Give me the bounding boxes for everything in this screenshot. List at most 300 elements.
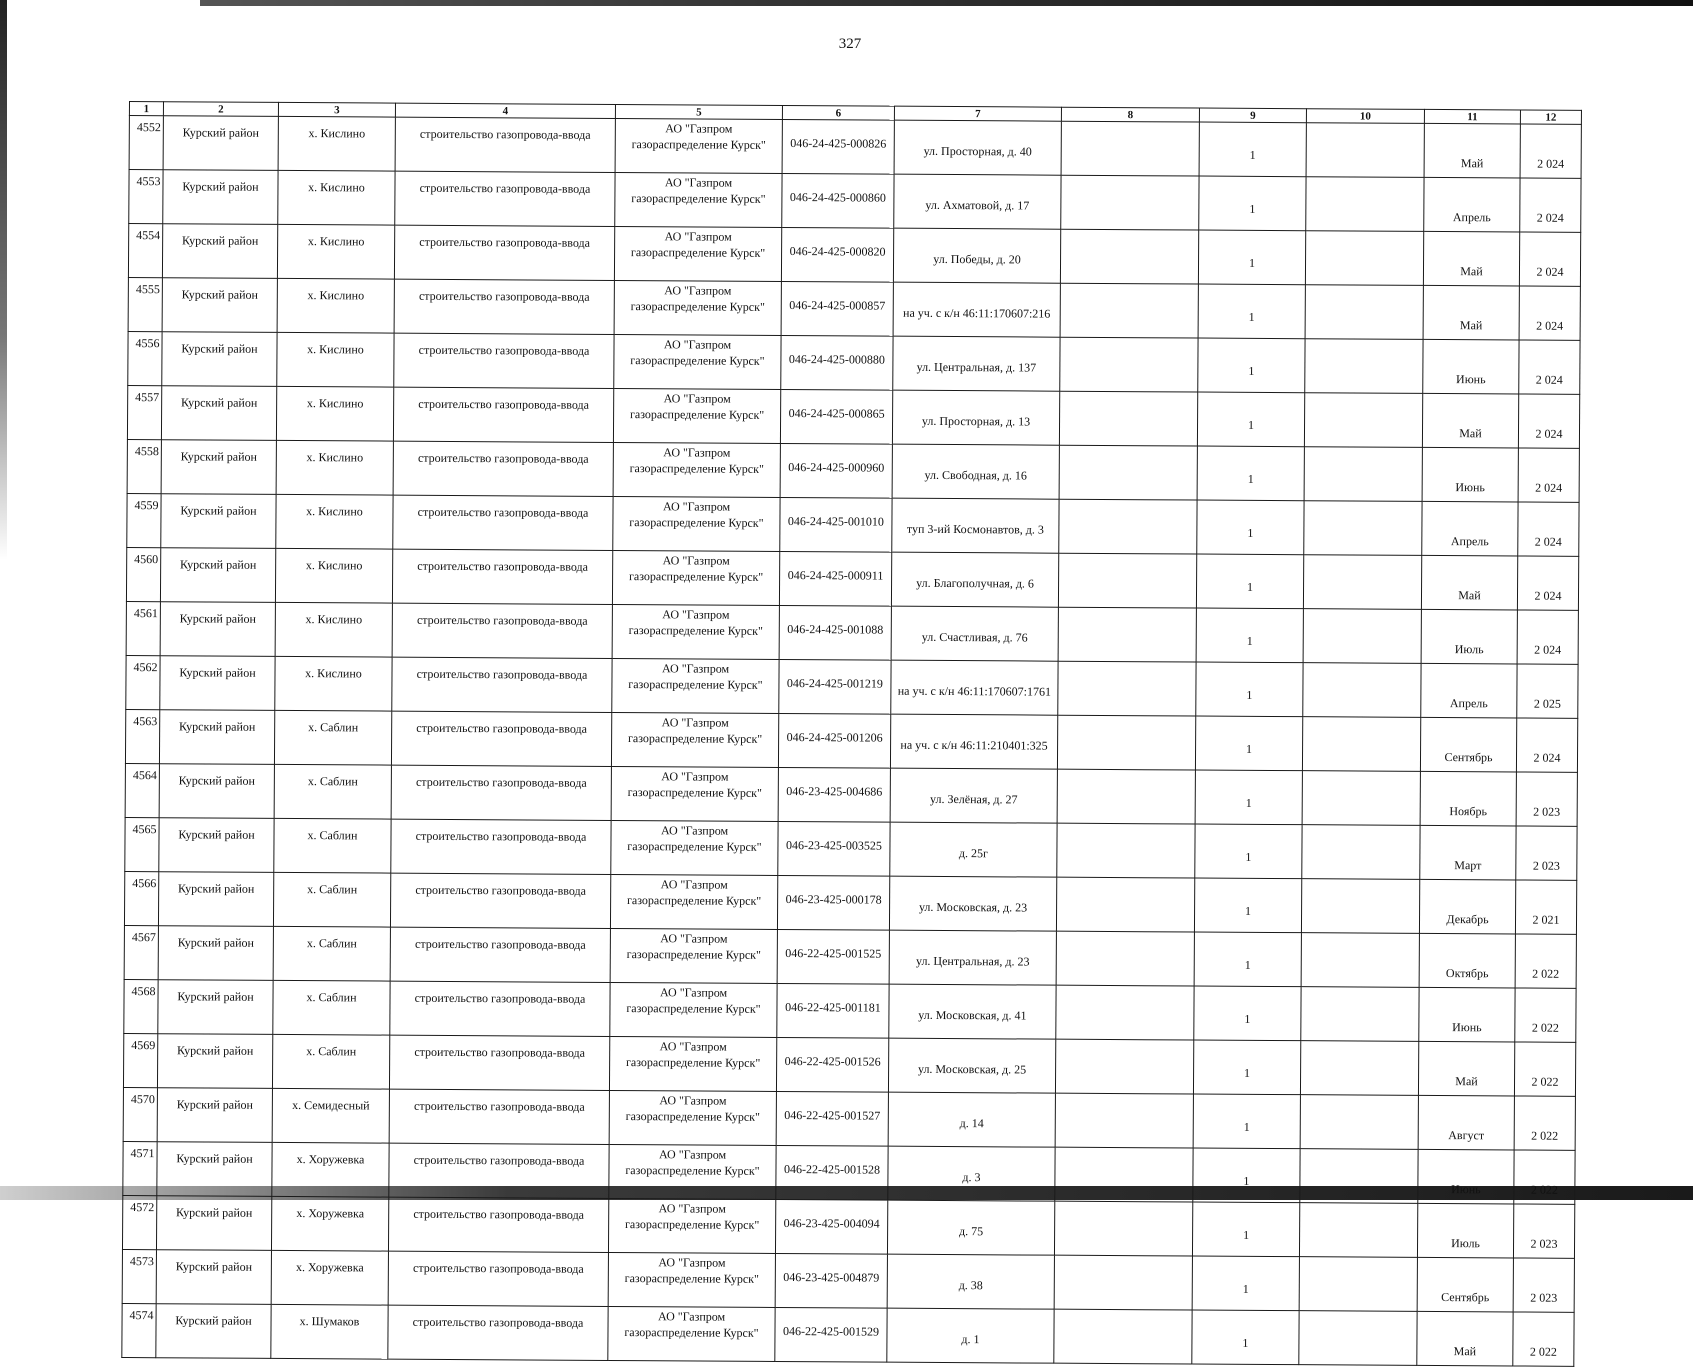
column-8-cell	[1054, 1255, 1192, 1310]
year-cell: 2 023	[1516, 772, 1577, 826]
settlement-cell: х. Саблин	[274, 818, 391, 873]
column-10-cell	[1302, 771, 1420, 826]
row-number-cell: 4564	[125, 763, 159, 817]
registration-number-cell: 046-24-425-000820	[781, 227, 893, 282]
address-cell: ул. Счастливая, д. 76	[891, 606, 1058, 661]
year-cell: 2 024	[1517, 610, 1578, 664]
column-header-9: 9	[1199, 108, 1306, 123]
table-row	[124, 979, 1576, 1042]
month-cell: Июнь	[1419, 987, 1515, 1042]
month-cell: Август	[1418, 1095, 1514, 1150]
registration-number-cell: 046-23-425-004686	[778, 767, 890, 822]
organization-cell: АО "Газпром газораспределение Курск"	[608, 1306, 775, 1361]
work-type-cell: строительство газопровода-ввода	[391, 819, 611, 874]
work-type-cell: строительство газопровода-ввода	[394, 333, 614, 388]
organization-cell: АО "Газпром газораспределение Курск"	[613, 388, 780, 443]
quantity-cell: 1	[1193, 1094, 1300, 1149]
month-cell: Май	[1417, 1311, 1513, 1366]
work-type-cell: строительство газопровода-ввода	[392, 657, 612, 712]
organization-cell: АО "Газпром газораспределение Курск"	[610, 874, 777, 929]
settlement-cell: х. Кислино	[278, 170, 395, 225]
column-10-cell	[1305, 339, 1423, 394]
table-row	[123, 1087, 1575, 1150]
quantity-cell: 1	[1198, 284, 1305, 339]
work-type-cell: строительство газопровода-ввода	[394, 279, 614, 334]
year-cell: 2 024	[1518, 502, 1579, 556]
column-10-cell	[1303, 663, 1421, 718]
work-type-cell: строительство газопровода-ввода	[390, 873, 610, 928]
row-number-cell: 4572	[122, 1195, 156, 1249]
settlement-cell: х. Саблин	[274, 764, 391, 819]
column-10-cell	[1304, 393, 1422, 448]
year-cell: 2 024	[1518, 394, 1579, 448]
row-number-cell: 4558	[127, 439, 161, 493]
registration-number-cell: 046-23-425-003525	[778, 821, 890, 876]
quantity-cell: 1	[1194, 932, 1301, 987]
work-type-cell: строительство газопровода-ввода	[393, 387, 613, 442]
month-cell: Май	[1418, 1041, 1514, 1096]
district-cell: Курский район	[159, 710, 274, 765]
year-cell: 2 025	[1517, 664, 1578, 718]
year-cell: 2 024	[1519, 286, 1580, 340]
month-cell: Июль	[1417, 1203, 1513, 1258]
column-8-cell	[1061, 121, 1199, 176]
column-8-cell	[1054, 1309, 1192, 1364]
address-cell: ул. Просторная, д. 13	[892, 390, 1059, 445]
address-cell: ул. Московская, д. 41	[889, 984, 1056, 1039]
district-cell: Курский район	[162, 224, 277, 279]
work-type-cell: строительство газопровода-ввода	[395, 171, 615, 226]
column-8-cell	[1057, 823, 1195, 878]
address-cell: д. 1	[887, 1308, 1054, 1363]
settlement-cell: х. Кислино	[278, 116, 395, 171]
settlement-cell: х. Саблин	[272, 1034, 389, 1089]
row-number-cell: 4560	[126, 547, 160, 601]
district-cell: Курский район	[158, 872, 273, 927]
column-10-cell	[1305, 231, 1423, 286]
district-cell: Курский район	[158, 980, 273, 1035]
organization-cell: АО "Газпром газораспределение Курск"	[613, 442, 780, 497]
column-header-3: 3	[278, 102, 395, 117]
work-type-cell: строительство газопровода-ввода	[392, 603, 612, 658]
registration-number-cell: 046-24-425-000960	[780, 443, 892, 498]
work-type-cell: строительство газопровода-ввода	[395, 117, 615, 172]
organization-cell: АО "Газпром газораспределение Курск"	[610, 928, 777, 983]
row-number-cell: 4573	[122, 1249, 156, 1303]
district-cell: Курский район	[158, 926, 273, 981]
settlement-cell: х. Хоружевка	[271, 1196, 388, 1251]
row-number-cell: 4566	[124, 871, 158, 925]
work-type-cell: строительство газопровода-ввода	[393, 495, 613, 550]
district-cell: Курский район	[157, 1142, 272, 1197]
registration-number-cell: 046-24-425-000911	[779, 551, 891, 606]
organization-cell: АО "Газпром газораспределение Курск"	[615, 172, 782, 227]
column-10-cell	[1300, 1041, 1418, 1096]
year-cell: 2 021	[1515, 880, 1576, 934]
row-number-cell: 4554	[128, 224, 162, 278]
registration-number-cell: 046-23-425-004879	[775, 1253, 887, 1308]
quantity-cell: 1	[1195, 716, 1302, 771]
column-10-cell	[1306, 123, 1424, 178]
column-8-cell	[1058, 553, 1196, 608]
year-cell: 2 022	[1514, 1150, 1575, 1204]
settlement-cell: х. Кислино	[277, 224, 394, 279]
organization-cell: АО "Газпром газораспределение Курск"	[611, 766, 778, 821]
page-number: 327	[838, 36, 862, 52]
work-type-cell: строительство газопровода-ввода	[389, 1143, 609, 1198]
column-8-cell	[1055, 1039, 1193, 1094]
month-cell: Ноябрь	[1420, 771, 1516, 826]
year-cell: 2 024	[1516, 718, 1577, 772]
quantity-cell: 1	[1194, 986, 1301, 1041]
settlement-cell: х. Кислино	[277, 332, 394, 387]
column-10-cell	[1306, 177, 1424, 232]
row-number-cell: 4571	[123, 1141, 157, 1195]
column-header-7: 7	[894, 106, 1061, 121]
settlement-cell: х. Хоружевка	[272, 1142, 389, 1197]
row-number-cell: 4567	[124, 925, 158, 979]
column-header-1: 1	[129, 102, 163, 116]
row-number-cell: 4557	[127, 385, 161, 439]
row-number-cell: 4563	[125, 709, 159, 763]
organization-cell: АО "Газпром газораспределение Курск"	[609, 1090, 776, 1145]
work-type-cell: строительство газопровода-ввода	[388, 1197, 608, 1252]
district-cell: Курский район	[161, 440, 276, 495]
district-cell: Курский район	[157, 1088, 272, 1143]
table-row	[128, 224, 1580, 287]
month-cell: Сентябрь	[1420, 717, 1516, 772]
year-cell: 2 024	[1517, 556, 1578, 610]
column-8-cell	[1059, 445, 1197, 500]
registration-number-cell: 046-22-425-001527	[776, 1091, 888, 1146]
table-row	[122, 1195, 1574, 1258]
row-number-cell: 4552	[129, 116, 163, 170]
column-10-cell	[1302, 825, 1420, 880]
month-cell: Апрель	[1421, 663, 1517, 718]
column-10-cell	[1299, 1311, 1417, 1366]
district-cell: Курский район	[160, 656, 275, 711]
column-8-cell	[1061, 175, 1199, 230]
column-10-cell	[1301, 987, 1419, 1042]
settlement-cell: х. Саблин	[273, 980, 390, 1035]
address-cell: д. 25г	[890, 822, 1057, 877]
column-8-cell	[1056, 877, 1194, 932]
district-cell: Курский район	[160, 602, 275, 657]
organization-cell: АО "Газпром газораспределение Курск"	[613, 496, 780, 551]
year-cell: 2 024	[1519, 232, 1580, 286]
row-number-cell: 4559	[127, 493, 161, 547]
table-row	[122, 1303, 1574, 1366]
month-cell: Сентябрь	[1417, 1257, 1513, 1312]
column-8-cell	[1054, 1201, 1192, 1256]
registration-number-cell: 046-22-425-001529	[775, 1307, 887, 1362]
settlement-cell: х. Кислино	[275, 548, 392, 603]
settlement-cell: х. Саблин	[273, 926, 390, 981]
address-cell: ул. Московская, д. 25	[888, 1038, 1055, 1093]
registration-number-cell: 046-23-425-000178	[777, 875, 889, 930]
table-row	[129, 116, 1581, 179]
quantity-cell: 1	[1197, 446, 1304, 501]
column-header-8: 8	[1061, 107, 1199, 122]
table-row	[129, 170, 1581, 233]
registration-number-cell: 046-22-425-001181	[777, 983, 889, 1038]
settlement-cell: х. Саблин	[274, 710, 391, 765]
work-type-cell: строительство газопровода-ввода	[391, 765, 611, 820]
district-cell: Курский район	[159, 818, 274, 873]
registration-number-cell: 046-24-425-001088	[779, 605, 891, 660]
work-type-cell: строительство газопровода-ввода	[392, 549, 612, 604]
column-header-2: 2	[163, 102, 278, 117]
organization-cell: АО "Газпром газораспределение Курск"	[608, 1252, 775, 1307]
column-10-cell	[1299, 1257, 1417, 1312]
quantity-cell: 1	[1196, 608, 1303, 663]
district-cell: Курский район	[159, 764, 274, 819]
address-cell: ул. Центральная, д. 137	[893, 336, 1060, 391]
month-cell: Апрель	[1424, 177, 1520, 232]
organization-cell: АО "Газпром газораспределение Курск"	[614, 334, 781, 389]
table-row	[128, 331, 1580, 394]
row-number-cell: 4570	[123, 1087, 157, 1141]
month-cell: Декабрь	[1419, 879, 1515, 934]
table-row	[125, 817, 1577, 880]
column-10-cell	[1302, 717, 1420, 772]
column-10-cell	[1301, 933, 1419, 988]
scan-edge-left	[0, 0, 7, 560]
month-cell: Май	[1423, 285, 1519, 340]
row-number-cell: 4561	[126, 601, 160, 655]
organization-cell: АО "Газпром газораспределение Курск"	[614, 226, 781, 281]
address-cell: ул. Ахматовой, д. 17	[894, 174, 1061, 229]
organization-cell: АО "Газпром газораспределение Курск"	[614, 280, 781, 335]
organization-cell: АО "Газпром газораспределение Курск"	[611, 712, 778, 767]
settlement-cell: х. Хоружевка	[271, 1250, 388, 1305]
column-10-cell	[1304, 501, 1422, 556]
year-cell: 2 024	[1518, 448, 1579, 502]
district-cell: Курский район	[163, 170, 278, 225]
address-cell: ул. Благополучная, д. 6	[891, 552, 1058, 607]
address-cell: д. 38	[887, 1254, 1054, 1309]
address-cell: ул. Свободная, д. 16	[892, 444, 1059, 499]
year-cell: 2 024	[1519, 340, 1580, 394]
column-8-cell	[1055, 1093, 1193, 1148]
column-header-11: 11	[1424, 109, 1520, 124]
month-cell: Март	[1420, 825, 1516, 880]
district-cell: Курский район	[161, 494, 276, 549]
organization-cell: АО "Газпром газораспределение Курск"	[615, 118, 782, 173]
address-cell: д. 14	[888, 1092, 1055, 1147]
address-cell: на уч. с к/н 46:11:170607:216	[893, 282, 1060, 337]
column-10-cell	[1301, 879, 1419, 934]
table-row	[127, 385, 1579, 448]
column-header-5: 5	[615, 104, 782, 119]
row-number-cell: 4555	[128, 277, 162, 331]
column-8-cell	[1056, 985, 1194, 1040]
column-10-cell	[1304, 447, 1422, 502]
address-cell: на уч. с к/н 46:11:170607:1761	[891, 660, 1058, 715]
column-8-cell	[1060, 337, 1198, 392]
table-row	[126, 547, 1578, 610]
district-cell: Курский район	[160, 548, 275, 603]
address-cell: туп 3-ий Космонавтов, д. 3	[892, 498, 1059, 553]
address-cell: ул. Зелёная, д. 27	[890, 768, 1057, 823]
table-row	[125, 763, 1577, 826]
work-type-cell: строительство газопровода-ввода	[390, 981, 610, 1036]
organization-cell: АО "Газпром газораспределение Курск"	[608, 1198, 775, 1253]
quantity-cell: 1	[1192, 1310, 1299, 1365]
year-cell: 2 023	[1516, 826, 1577, 880]
year-cell: 2 023	[1513, 1204, 1574, 1258]
column-8-cell	[1057, 769, 1195, 824]
column-10-cell	[1300, 1095, 1418, 1150]
settlement-cell: х. Кислино	[277, 278, 394, 333]
column-8-cell	[1055, 1147, 1193, 1202]
column-10-cell	[1303, 609, 1421, 664]
work-type-cell: строительство газопровода-ввода	[393, 441, 613, 496]
settlement-cell: х. Семидесный	[272, 1088, 389, 1143]
table-row	[126, 601, 1578, 664]
year-cell: 2 022	[1515, 934, 1576, 988]
registration-number-cell: 046-22-425-001528	[776, 1145, 888, 1200]
column-8-cell	[1058, 661, 1196, 716]
address-cell: д. 3	[888, 1146, 1055, 1201]
quantity-cell: 1	[1199, 122, 1306, 177]
column-10-cell	[1303, 555, 1421, 610]
column-10-cell	[1299, 1203, 1417, 1258]
district-cell: Курский район	[162, 278, 277, 333]
table-row	[123, 1033, 1575, 1096]
month-cell: Май	[1424, 123, 1520, 178]
column-10-cell	[1305, 285, 1423, 340]
column-8-cell	[1060, 229, 1198, 284]
year-cell: 2 022	[1513, 1312, 1574, 1366]
table-row	[128, 277, 1580, 340]
month-cell: Апрель	[1422, 501, 1518, 556]
month-cell: Июнь	[1422, 447, 1518, 502]
column-8-cell	[1057, 715, 1195, 770]
quantity-cell: 1	[1192, 1256, 1299, 1311]
registration-number-cell: 046-24-425-001010	[780, 497, 892, 552]
table-row	[124, 925, 1576, 988]
registration-number-cell: 046-23-425-004094	[775, 1199, 887, 1254]
address-cell: д. 75	[887, 1200, 1054, 1255]
work-type-cell: строительство газопровода-ввода	[388, 1251, 608, 1306]
quantity-cell: 1	[1194, 878, 1301, 933]
settlement-cell: х. Саблин	[273, 872, 390, 927]
quantity-cell: 1	[1193, 1040, 1300, 1095]
address-cell: ул. Просторная, д. 40	[894, 120, 1061, 175]
organization-cell: АО "Газпром газораспределение Курск"	[610, 982, 777, 1037]
quantity-cell: 1	[1198, 338, 1305, 393]
row-number-cell: 4556	[128, 331, 162, 385]
month-cell: Май	[1423, 231, 1519, 286]
registration-number-cell: 046-24-425-000880	[781, 335, 893, 390]
work-type-cell: строительство газопровода-ввода	[389, 1089, 609, 1144]
month-cell: Июль	[1421, 609, 1517, 664]
organization-cell: АО "Газпром газораспределение Курск"	[611, 820, 778, 875]
gas-connection-register-table	[121, 101, 1582, 1367]
organization-cell: АО "Газпром газораспределение Курск"	[612, 550, 779, 605]
registration-number-cell: 046-24-425-000865	[780, 389, 892, 444]
organization-cell: АО "Газпром газораспределение Курск"	[609, 1036, 776, 1091]
address-cell: ул. Московская, д. 23	[889, 876, 1056, 931]
quantity-cell: 1	[1196, 554, 1303, 609]
work-type-cell: строительство газопровода-ввода	[389, 1035, 609, 1090]
table-row	[125, 709, 1577, 772]
table-row	[127, 439, 1579, 502]
work-type-cell: строительство газопровода-ввода	[390, 927, 610, 982]
table-row	[124, 871, 1576, 934]
scan-edge-top	[200, 0, 1693, 6]
organization-cell: АО "Газпром газораспределение Курск"	[612, 658, 779, 713]
column-header-12: 12	[1520, 110, 1581, 124]
quantity-cell: 1	[1199, 176, 1306, 231]
registration-number-cell: 046-24-425-000857	[781, 281, 893, 336]
column-header-4: 4	[395, 103, 615, 118]
column-8-cell	[1058, 607, 1196, 662]
month-cell: Май	[1421, 555, 1517, 610]
column-header-6: 6	[782, 105, 894, 120]
table-row	[126, 655, 1578, 718]
district-cell: Курский район	[156, 1196, 271, 1251]
column-header-10: 10	[1306, 109, 1424, 124]
quantity-cell: 1	[1198, 230, 1305, 285]
column-8-cell	[1059, 391, 1197, 446]
table-row	[123, 1141, 1575, 1204]
address-cell: ул. Центральная, д. 23	[889, 930, 1056, 985]
table-row	[127, 493, 1579, 556]
year-cell: 2 022	[1515, 988, 1576, 1042]
row-number-cell: 4553	[129, 170, 163, 224]
quantity-cell: 1	[1196, 662, 1303, 717]
quantity-cell: 1	[1197, 500, 1304, 555]
quantity-cell: 1	[1197, 392, 1304, 447]
quantity-cell: 1	[1195, 824, 1302, 879]
year-cell: 2 024	[1520, 124, 1581, 178]
row-number-cell: 4565	[125, 817, 159, 871]
district-cell: Курский район	[163, 116, 278, 171]
month-cell: Июнь	[1423, 339, 1519, 394]
month-cell: Июнь	[1418, 1149, 1514, 1204]
district-cell: Курский район	[156, 1304, 271, 1359]
table-row	[122, 1249, 1574, 1312]
work-type-cell: строительство газопровода-ввода	[388, 1305, 608, 1360]
year-cell: 2 022	[1514, 1096, 1575, 1150]
year-cell: 2 024	[1520, 178, 1581, 232]
column-10-cell	[1300, 1149, 1418, 1204]
district-cell: Курский район	[157, 1034, 272, 1089]
registration-number-cell: 046-24-425-001219	[779, 659, 891, 714]
district-cell: Курский район	[161, 386, 276, 441]
month-cell: Октябрь	[1419, 933, 1515, 988]
address-cell: на уч. с к/н 46:11:210401:325	[890, 714, 1057, 769]
settlement-cell: х. Шумаков	[271, 1304, 388, 1359]
row-number-cell: 4574	[122, 1303, 156, 1357]
settlement-cell: х. Кислино	[276, 440, 393, 495]
address-cell: ул. Победы, д. 20	[893, 228, 1060, 283]
table-body	[122, 116, 1582, 1367]
organization-cell: АО "Газпром газораспределение Курск"	[609, 1144, 776, 1199]
row-number-cell: 4569	[123, 1033, 157, 1087]
quantity-cell: 1	[1193, 1148, 1300, 1203]
year-cell: 2 023	[1513, 1258, 1574, 1312]
year-cell: 2 022	[1514, 1042, 1575, 1096]
registration-number-cell: 046-24-425-001206	[778, 713, 890, 768]
organization-cell: АО "Газпром газораспределение Курск"	[612, 604, 779, 659]
column-8-cell	[1059, 499, 1197, 554]
month-cell: Май	[1422, 393, 1518, 448]
work-type-cell: строительство газопровода-ввода	[394, 225, 614, 280]
quantity-cell: 1	[1192, 1202, 1299, 1257]
